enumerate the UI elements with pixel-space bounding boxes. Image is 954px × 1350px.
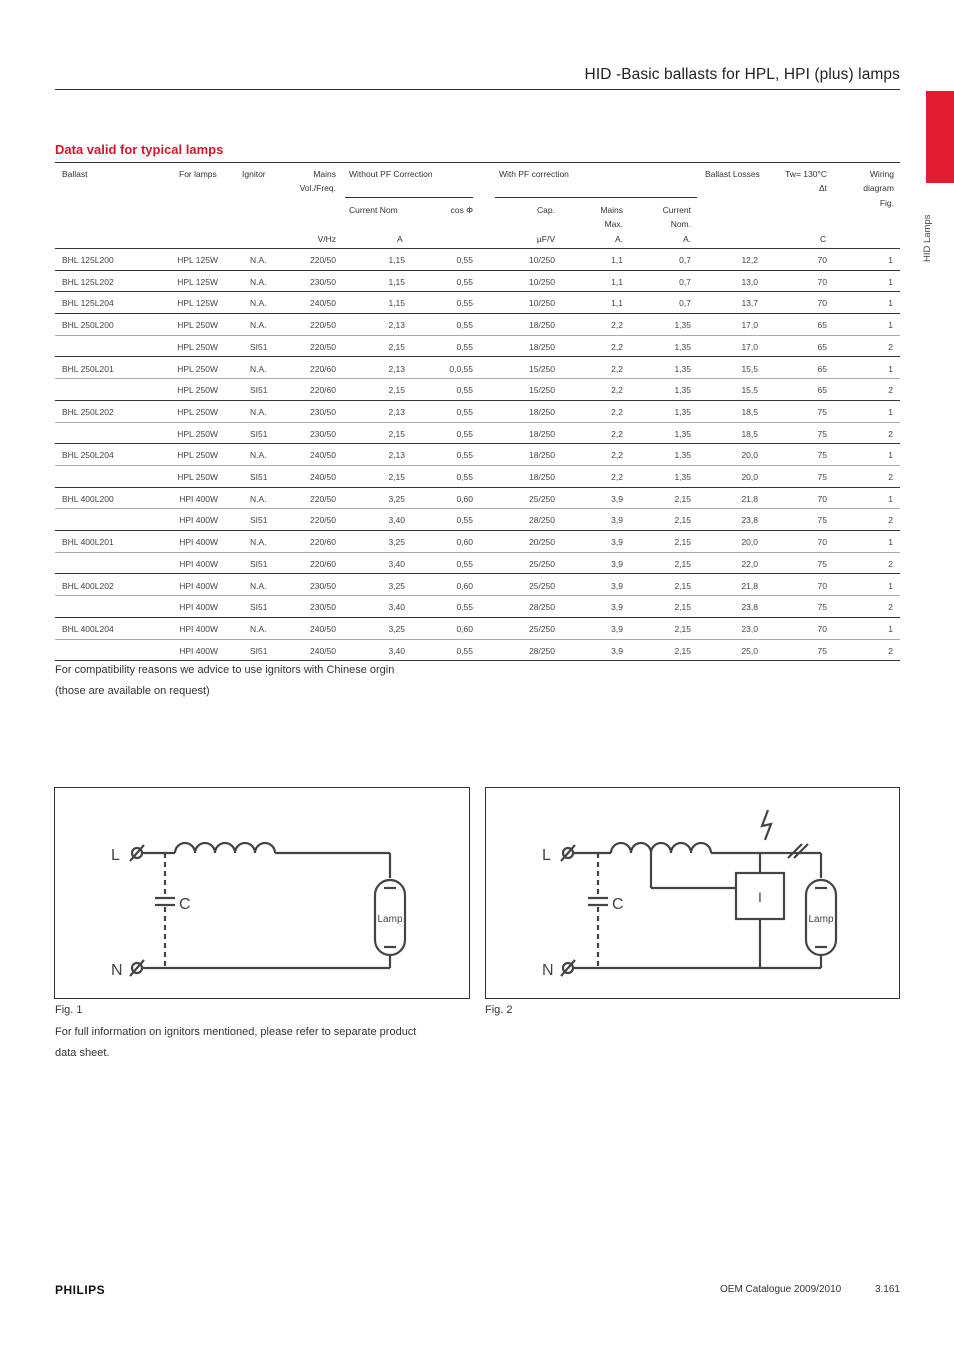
cell-fig: 1 xyxy=(888,537,893,548)
cell-cos-phi: 0,55 xyxy=(456,515,473,526)
cell-losses: 15,5 xyxy=(741,385,758,396)
compat-note-2: (those are available on request) xyxy=(55,685,210,697)
header-current-nom: Current Nom xyxy=(349,205,398,215)
header-current-nom-2: Nom. xyxy=(670,219,691,229)
cell-cos-phi: 0,55 xyxy=(456,428,473,439)
cell-ballast: BHL 250L200 xyxy=(62,320,114,331)
cell-cap: 28/250 xyxy=(529,602,555,613)
cell-mains: 240/50 xyxy=(310,645,336,656)
label-N: N xyxy=(111,962,123,979)
cell-mains: 220/50 xyxy=(310,320,336,331)
cell-delta-t: 70 xyxy=(817,493,827,504)
cell-current: 3,40 xyxy=(388,515,405,526)
cell-ignitor: N.A. xyxy=(250,298,267,309)
cell-fig: 1 xyxy=(888,276,893,287)
cell-losses: 13,7 xyxy=(741,298,758,309)
cell-current: 2,15 xyxy=(388,472,405,482)
cell-fig: 2 xyxy=(888,428,893,439)
cell-current: 2,13 xyxy=(388,406,405,417)
cell-delta-t: 70 xyxy=(817,537,827,548)
cell-delta-t: 70 xyxy=(817,255,827,265)
compat-note-1: For compatibility reasons we advice to use ignitors with Chinese orgin xyxy=(55,664,395,676)
cell-ignitor: SI51 xyxy=(250,602,268,613)
cell-current: 3,25 xyxy=(388,580,405,591)
label-L: L xyxy=(111,847,120,864)
cell-mains-max: 1,1 xyxy=(611,255,623,265)
header-fig: Fig. xyxy=(879,198,894,208)
cell-mains-max: 1,1 xyxy=(611,276,623,287)
cell-current: 1,15 xyxy=(388,298,405,309)
cell-ignitor: N.A. xyxy=(250,320,267,331)
unit-a-nom: A. xyxy=(682,234,691,244)
footer-catalogue: OEM Catalogue 2009/2010 xyxy=(720,1284,842,1295)
cell-current-nom: 2,15 xyxy=(674,645,691,656)
cell-delta-t: 65 xyxy=(817,320,827,331)
cell-current: 2,15 xyxy=(388,385,405,396)
side-tab-accent xyxy=(926,91,954,183)
cell-lamp: HPL 250W xyxy=(177,406,218,417)
cell-losses: 18,5 xyxy=(741,428,758,439)
cell-cap: 18/250 xyxy=(529,428,555,439)
cell-current-nom: 2,15 xyxy=(674,623,691,634)
cell-lamp: HPL 250W xyxy=(177,450,218,461)
cell-losses: 17,0 xyxy=(741,341,758,352)
cell-mains-max: 1,1 xyxy=(611,298,623,309)
unit-ufv: µF/V xyxy=(536,234,555,244)
cell-fig: 1 xyxy=(888,623,893,634)
header-tw: Tw= 130°C xyxy=(785,169,827,179)
cell-ignitor: SI51 xyxy=(250,341,268,352)
cell-mains-max: 3,9 xyxy=(611,537,623,548)
cell-delta-t: 75 xyxy=(817,450,827,461)
cell-delta-t: 70 xyxy=(817,298,827,309)
table-top-rule xyxy=(55,162,900,163)
cell-delta-t: 75 xyxy=(817,558,827,569)
cell-fig: 1 xyxy=(888,363,893,374)
cell-ignitor: N.A. xyxy=(250,580,267,591)
cell-cos-phi: 0,55 xyxy=(456,406,473,417)
cell-ballast: BHL 250L202 xyxy=(62,406,114,417)
section-title: Data valid for typical lamps xyxy=(55,142,224,157)
cell-fig: 1 xyxy=(888,406,893,417)
cell-current: 2,13 xyxy=(388,320,405,331)
unit-vhz: V/Hz xyxy=(317,234,336,244)
table-row xyxy=(55,336,900,358)
table-row xyxy=(55,509,900,531)
cell-current-nom: 1,35 xyxy=(674,472,691,482)
cell-losses: 20,0 xyxy=(741,450,758,461)
header-ignitor: Ignitor xyxy=(242,169,266,179)
cell-fig: 2 xyxy=(888,645,893,656)
subheader-rule-left xyxy=(345,197,473,198)
cell-cap: 18/250 xyxy=(529,320,555,331)
cell-cos-phi: 0,55 xyxy=(456,450,473,461)
cell-ballast: BHL 400L200 xyxy=(62,493,114,504)
cell-losses: 13,0 xyxy=(741,276,758,287)
cell-current: 3,40 xyxy=(388,602,405,613)
table-row xyxy=(55,531,900,553)
cell-mains-max: 2,2 xyxy=(611,472,623,482)
cell-mains: 240/50 xyxy=(310,298,336,309)
cell-cap: 25/250 xyxy=(529,623,555,634)
label-C: C xyxy=(179,896,191,913)
side-label: HID Lamps xyxy=(922,214,933,262)
figure-1-caption: Fig. 1 xyxy=(55,1004,83,1016)
label-lamp: Lamp xyxy=(808,914,834,925)
cell-lamp: HPL 125W xyxy=(177,298,218,309)
cell-cos-phi: 0,0,55 xyxy=(449,363,473,374)
cell-cap: 10/250 xyxy=(529,255,555,265)
table-row xyxy=(55,596,900,618)
cell-ballast: BHL 400L202 xyxy=(62,580,114,591)
cell-fig: 2 xyxy=(888,515,893,526)
page-title: HID -Basic ballasts for HPL, HPI (plus) lamps xyxy=(584,66,900,83)
cell-cap: 10/250 xyxy=(529,298,555,309)
label-L: L xyxy=(542,847,551,864)
cell-fig: 2 xyxy=(888,472,893,482)
cell-current-nom: 0,7 xyxy=(679,276,691,287)
cell-current-nom: 2,15 xyxy=(674,537,691,548)
table-row xyxy=(55,401,900,423)
cell-mains-max: 2,2 xyxy=(611,385,623,396)
cell-cap: 25/250 xyxy=(529,493,555,504)
header-current-nom-1: Current xyxy=(662,205,691,215)
cell-fig: 2 xyxy=(888,602,893,613)
cell-losses: 17,0 xyxy=(741,320,758,331)
cell-mains-max: 2,2 xyxy=(611,320,623,331)
subheader-rule-right xyxy=(495,197,697,198)
cell-cap: 15/250 xyxy=(529,385,555,396)
cell-cos-phi: 0,60 xyxy=(456,537,473,548)
label-C: C xyxy=(612,896,624,913)
cell-ignitor: SI51 xyxy=(250,428,268,439)
cell-fig: 1 xyxy=(888,320,893,331)
cell-fig: 1 xyxy=(888,255,893,265)
table-row xyxy=(55,575,900,597)
cell-current: 1,15 xyxy=(388,255,405,265)
cell-cos-phi: 0,55 xyxy=(456,276,473,287)
cell-lamp: HPI 400W xyxy=(179,493,218,504)
cell-mains: 220/60 xyxy=(310,385,336,396)
cell-current: 2,13 xyxy=(388,450,405,461)
cell-delta-t: 75 xyxy=(817,406,827,417)
header-vol-freq: Vol./Freq. xyxy=(299,183,336,193)
cell-mains-max: 2,2 xyxy=(611,428,623,439)
cell-mains-max: 3,9 xyxy=(611,580,623,591)
table-row xyxy=(55,466,900,488)
cell-current: 3,40 xyxy=(388,558,405,569)
cell-ballast: BHL 125L204 xyxy=(62,298,114,309)
cell-ballast: BHL 400L201 xyxy=(62,537,114,548)
cell-cos-phi: 0,55 xyxy=(456,341,473,352)
label-lamp: Lamp xyxy=(377,914,403,925)
cell-current: 1,15 xyxy=(388,276,405,287)
header-with-pf: With PF correction xyxy=(499,169,569,179)
table-row xyxy=(55,314,900,336)
cell-lamp: HPL 250W xyxy=(177,341,218,352)
figure-2-svg xyxy=(486,788,899,998)
cell-lamp: HPI 400W xyxy=(179,537,218,548)
header-cos-phi: cos Φ xyxy=(450,205,473,215)
cell-current: 2,15 xyxy=(388,341,405,352)
cell-ballast: BHL 250L201 xyxy=(62,363,114,374)
cell-fig: 2 xyxy=(888,341,893,352)
cell-cap: 20/250 xyxy=(529,537,555,548)
cell-losses: 20,0 xyxy=(741,537,758,548)
cell-current-nom: 1,35 xyxy=(674,363,691,374)
cell-current-nom: 2,15 xyxy=(674,580,691,591)
cell-mains-max: 3,9 xyxy=(611,602,623,613)
cell-lamp: HPL 250W xyxy=(177,472,218,482)
table-row xyxy=(55,292,900,314)
label-ignitor: I xyxy=(758,889,762,905)
cell-losses: 23,8 xyxy=(741,602,758,613)
cell-current-nom: 0,7 xyxy=(679,255,691,265)
cell-losses: 18,5 xyxy=(741,406,758,417)
cell-current: 3,25 xyxy=(388,493,405,504)
table-row xyxy=(55,423,900,445)
cell-cos-phi: 0,60 xyxy=(456,623,473,634)
cell-mains: 220/60 xyxy=(310,537,336,548)
cell-delta-t: 70 xyxy=(817,276,827,287)
table-row xyxy=(55,249,900,271)
cell-current-nom: 2,15 xyxy=(674,493,691,504)
header-delta-t: Δt xyxy=(818,183,827,193)
cell-losses: 23,0 xyxy=(741,623,758,634)
cell-lamp: HPI 400W xyxy=(179,623,218,634)
cell-lamp: HPI 400W xyxy=(179,645,218,656)
cell-cos-phi: 0,55 xyxy=(456,385,473,396)
cell-mains: 220/50 xyxy=(310,493,336,504)
cell-current: 2,15 xyxy=(388,428,405,439)
cell-cos-phi: 0,55 xyxy=(456,645,473,656)
cell-cap: 15/250 xyxy=(529,363,555,374)
cell-mains: 240/50 xyxy=(310,623,336,634)
header-mains: Mains xyxy=(313,169,336,179)
cell-mains: 230/50 xyxy=(310,276,336,287)
cell-mains: 230/50 xyxy=(310,602,336,613)
cell-mains: 230/50 xyxy=(310,406,336,417)
cell-mains: 220/60 xyxy=(310,363,336,374)
cell-fig: 1 xyxy=(888,450,893,461)
ignitor-info-2: data sheet. xyxy=(55,1047,110,1059)
cell-mains: 240/50 xyxy=(310,450,336,461)
table-row xyxy=(55,553,900,575)
cell-lamp: HPL 250W xyxy=(177,363,218,374)
ballast-coil xyxy=(175,843,275,853)
cell-mains-max: 3,9 xyxy=(611,493,623,504)
table-row xyxy=(55,358,900,380)
cell-mains-max: 2,2 xyxy=(611,341,623,352)
cell-fig: 1 xyxy=(888,493,893,504)
cell-ignitor: N.A. xyxy=(250,493,267,504)
cell-current: 3,40 xyxy=(388,645,405,656)
cell-ballast: BHL 125L200 xyxy=(62,255,114,265)
cell-lamp: HPL 125W xyxy=(177,255,218,265)
cell-cap: 18/250 xyxy=(529,472,555,482)
cell-ballast: BHL 125L202 xyxy=(62,276,114,287)
header-mains-max-2: Max. xyxy=(604,219,623,229)
philips-logo: PHILIPS xyxy=(55,1283,106,1297)
cell-fig: 1 xyxy=(888,580,893,591)
header-ballast-losses: Ballast Losses xyxy=(705,169,760,179)
cell-mains-max: 3,9 xyxy=(611,645,623,656)
cell-current-nom: 2,15 xyxy=(674,515,691,526)
cell-delta-t: 75 xyxy=(817,428,827,439)
cell-current: 3,25 xyxy=(388,537,405,548)
header-without-pf: Without PF Correction xyxy=(349,169,433,179)
unit-c: C xyxy=(820,234,827,244)
table-row xyxy=(55,271,900,293)
cell-lamp: HPL 250W xyxy=(177,385,218,396)
cell-current-nom: 2,15 xyxy=(674,558,691,569)
cell-current: 2,13 xyxy=(388,363,405,374)
cell-current-nom: 1,35 xyxy=(674,341,691,352)
cell-mains: 230/50 xyxy=(310,580,336,591)
cell-delta-t: 75 xyxy=(817,645,827,656)
figure-2-wiring-diagram xyxy=(485,787,900,999)
cell-cos-phi: 0,55 xyxy=(456,298,473,309)
cell-delta-t: 65 xyxy=(817,341,827,352)
cell-ignitor: N.A. xyxy=(250,623,267,634)
cell-fig: 2 xyxy=(888,385,893,396)
table-row xyxy=(55,379,900,401)
cell-mains: 220/60 xyxy=(310,558,336,569)
cell-delta-t: 75 xyxy=(817,515,827,526)
cell-current-nom: 1,35 xyxy=(674,320,691,331)
cell-losses: 22,0 xyxy=(741,558,758,569)
footer-page-number: 3.161 xyxy=(874,1284,900,1295)
cell-delta-t: 65 xyxy=(817,385,827,396)
cell-cos-phi: 0,55 xyxy=(456,472,473,482)
cell-losses: 21,8 xyxy=(741,580,758,591)
cell-fig: 2 xyxy=(888,558,893,569)
table-row xyxy=(55,444,900,466)
cell-ignitor: N.A. xyxy=(250,537,267,548)
cell-losses: 25,0 xyxy=(741,645,758,656)
cell-lamp: HPI 400W xyxy=(179,515,218,526)
cell-losses: 12,2 xyxy=(741,255,758,265)
cell-losses: 20,0 xyxy=(741,472,758,482)
cell-cap: 18/250 xyxy=(529,341,555,352)
cell-mains-max: 2,2 xyxy=(611,363,623,374)
ballast-coil xyxy=(611,843,711,853)
cell-delta-t: 70 xyxy=(817,623,827,634)
cell-ignitor: N.A. xyxy=(250,406,267,417)
label-N: N xyxy=(542,962,554,979)
unit-a-max: A. xyxy=(614,234,623,244)
header-mains-max-1: Mains xyxy=(600,205,623,215)
cell-delta-t: 65 xyxy=(817,363,827,374)
header-cap: Cap. xyxy=(537,205,555,215)
cell-mains-max: 2,2 xyxy=(611,450,623,461)
cell-lamp: HPL 250W xyxy=(177,320,218,331)
cell-ignitor: N.A. xyxy=(250,450,267,461)
cell-cos-phi: 0,55 xyxy=(456,320,473,331)
cell-losses: 23,8 xyxy=(741,515,758,526)
cell-mains: 240/50 xyxy=(310,472,336,482)
cell-mains-max: 3,9 xyxy=(611,623,623,634)
table-row xyxy=(55,488,900,510)
cell-current-nom: 1,35 xyxy=(674,450,691,461)
cell-cos-phi: 0,55 xyxy=(456,602,473,613)
lightning-icon xyxy=(762,810,771,840)
cell-lamp: HPI 400W xyxy=(179,602,218,613)
cell-mains: 220/50 xyxy=(310,255,336,265)
cell-cos-phi: 0,60 xyxy=(456,580,473,591)
cell-ignitor: N.A. xyxy=(250,363,267,374)
cell-ignitor: N.A. xyxy=(250,255,267,265)
cell-current-nom: 0,7 xyxy=(679,298,691,309)
cell-cap: 10/250 xyxy=(529,276,555,287)
cell-cos-phi: 0,60 xyxy=(456,493,473,504)
cell-delta-t: 75 xyxy=(817,602,827,613)
ignitor-info-1: For full information on ignitors mentioned, please refer to separate product xyxy=(55,1026,417,1038)
cell-current-nom: 1,35 xyxy=(674,428,691,439)
cell-mains: 230/50 xyxy=(310,428,336,439)
cell-cos-phi: 0,55 xyxy=(456,558,473,569)
cell-mains: 220/50 xyxy=(310,515,336,526)
cell-ballast: BHL 250L204 xyxy=(62,450,114,461)
cell-current-nom: 2,15 xyxy=(674,602,691,613)
cell-cap: 18/250 xyxy=(529,406,555,417)
header-diagram: diagram xyxy=(863,183,894,193)
cell-delta-t: 70 xyxy=(817,580,827,591)
header-wiring: Wiring xyxy=(869,169,894,179)
cell-lamp: HPL 250W xyxy=(177,428,218,439)
cell-ignitor: N.A. xyxy=(250,276,267,287)
figure-1-wiring-diagram xyxy=(54,787,470,999)
figure-1-svg xyxy=(55,788,469,998)
header-for-lamps: For lamps xyxy=(179,169,217,179)
cell-ignitor: SI51 xyxy=(250,558,268,569)
cell-current: 3,25 xyxy=(388,623,405,634)
cell-ignitor: SI51 xyxy=(250,645,268,656)
cell-cap: 28/250 xyxy=(529,645,555,656)
cell-cap: 25/250 xyxy=(529,580,555,591)
cell-ignitor: SI51 xyxy=(250,515,268,526)
table-row xyxy=(55,618,900,640)
cell-delta-t: 75 xyxy=(817,472,827,482)
cell-ballast: BHL 400L204 xyxy=(62,623,114,634)
title-rule xyxy=(55,89,900,90)
figure-2-caption: Fig. 2 xyxy=(485,1004,513,1016)
cell-cap: 25/250 xyxy=(529,558,555,569)
row-separator xyxy=(55,660,900,661)
cell-ignitor: SI51 xyxy=(250,385,268,396)
cell-lamp: HPL 125W xyxy=(177,276,218,287)
cell-current-nom: 1,35 xyxy=(674,406,691,417)
cell-fig: 1 xyxy=(888,298,893,309)
cell-mains: 220/50 xyxy=(310,341,336,352)
cell-lamp: HPI 400W xyxy=(179,580,218,591)
cell-ignitor: SI51 xyxy=(250,472,268,482)
cell-mains-max: 3,9 xyxy=(611,515,623,526)
unit-a: A xyxy=(397,234,403,244)
cell-cap: 18/250 xyxy=(529,450,555,461)
header-ballast: Ballast xyxy=(62,169,88,179)
cell-cap: 28/250 xyxy=(529,515,555,526)
cell-losses: 21,8 xyxy=(741,493,758,504)
cell-mains-max: 3,9 xyxy=(611,558,623,569)
cell-current-nom: 1,35 xyxy=(674,385,691,396)
table-row xyxy=(55,640,900,662)
cell-mains-max: 2,2 xyxy=(611,406,623,417)
cell-lamp: HPI 400W xyxy=(179,558,218,569)
cell-cos-phi: 0,55 xyxy=(456,255,473,265)
cell-losses: 15,5 xyxy=(741,363,758,374)
